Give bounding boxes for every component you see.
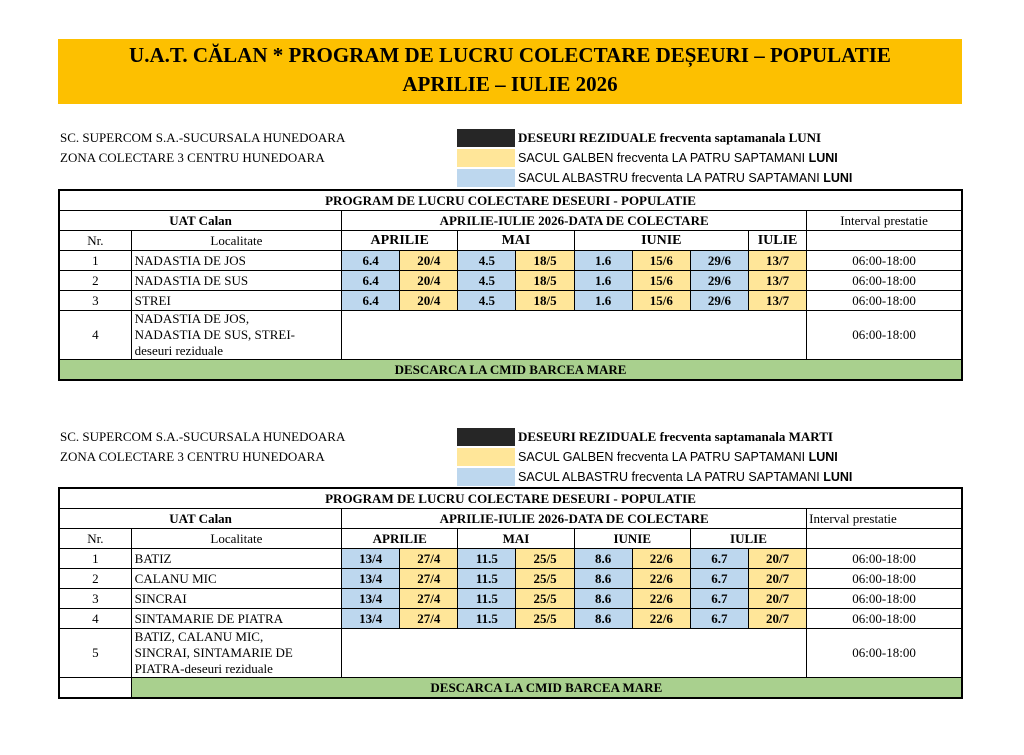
- section2-info: [60, 427, 345, 467]
- localitate-header: Localitate: [131, 529, 341, 549]
- table-title: PROGRAM DE LUCRU COLECTARE DESEURI - POPULATIE: [59, 488, 962, 509]
- legend-residual: DESEURI REZIDUALE frecventa saptamanala MARTI: [457, 427, 927, 447]
- section1-legend: [457, 128, 927, 188]
- table-footer: DESCARCA LA CMID BARCEA MARE: [131, 678, 962, 699]
- legend-residual: DESEURI REZIDUALE frecventa saptamanala LUNI: [457, 128, 927, 148]
- dates-header: APRILIE-IULIE 2026-DATA DE COLECTARE: [342, 509, 807, 529]
- uat-label: UAT Calan: [59, 211, 342, 231]
- residual-row: 4 NADASTIA DE JOS, NADASTIA DE SUS, STREI- deseuri reziduale 06:00-18:00: [59, 311, 962, 360]
- table-row: 4 SINTAMARIE DE PIATRA 13/4 27/4 11.5 25/5 8.6 22/6 6.7 20/7 06:00-18:00: [59, 609, 962, 629]
- section1-info: [60, 128, 345, 168]
- residual-dates-empty: [342, 311, 807, 360]
- month-iunie: IUNIE: [574, 529, 690, 549]
- zone-name: ZONA COLECTARE 3 CENTRU HUNEDOARA: [60, 449, 325, 464]
- nr-header: Nr.: [59, 231, 131, 251]
- month-iunie: IUNIE: [574, 231, 748, 251]
- page-title: U.A.T. CĂLAN * PROGRAM DE LUCRU COLECTARE DEȘEURI – POPULATIE: [129, 43, 891, 67]
- zone-name: ZONA COLECTARE 3 CENTRU HUNEDOARA: [60, 150, 325, 165]
- legend-blue: SACUL ALBASTRU frecventa LA PATRU SAPTAMANI LUNI: [457, 168, 927, 188]
- schedule-table-1: [58, 189, 963, 381]
- residual-dates-empty: [342, 629, 807, 678]
- company-name: SC. SUPERCOM S.A.-SUCURSALA HUNEDOARA: [60, 130, 346, 145]
- legend-swatch-black: [457, 129, 515, 147]
- month-mai: MAI: [458, 231, 574, 251]
- legend-yellow: SACUL GALBEN frecventa LA PATRU SAPTAMANI LUNI: [457, 148, 927, 168]
- month-aprilie: APRILIE: [342, 231, 458, 251]
- section2-legend: [457, 427, 927, 487]
- table-footer: DESCARCA LA CMID BARCEA MARE: [59, 360, 962, 381]
- legend-swatch-blue: [457, 468, 515, 486]
- month-aprilie: APRILIE: [342, 529, 458, 549]
- residual-row: 5 BATIZ, CALANU MIC, SINCRAI, SINTAMARIE DE PIATRA-deseuri reziduale 06:00-18:00: [59, 629, 962, 678]
- table-row: 1 NADASTIA DE JOS 6.4 20/4 4.5 18/5 1.6 15/6 29/6 13/7 06:00-18:00: [59, 251, 962, 271]
- table-row: 2 NADASTIA DE SUS 6.4 20/4 4.5 18/5 1.6 15/6 29/6 13/7 06:00-18:00: [59, 271, 962, 291]
- footer-blank: [59, 678, 131, 699]
- legend-swatch-blue: [457, 169, 515, 187]
- interval-header: Interval prestatie: [807, 509, 962, 529]
- month-mai: MAI: [458, 529, 574, 549]
- table-row: 2 CALANU MIC 13/4 27/4 11.5 25/5 8.6 22/6 6.7 20/7 06:00-18:00: [59, 569, 962, 589]
- month-iulie: IULIE: [748, 231, 806, 251]
- month-iulie: IULIE: [690, 529, 806, 549]
- uat-label: UAT Calan: [59, 509, 342, 529]
- localitate-header: Localitate: [131, 231, 341, 251]
- table-row: 3 STREI 6.4 20/4 4.5 18/5 1.6 15/6 29/6 13/7 06:00-18:00: [59, 291, 962, 311]
- legend-blue: SACUL ALBASTRU frecventa LA PATRU SAPTAMANI LUNI: [457, 467, 927, 487]
- legend-yellow: SACUL GALBEN frecventa LA PATRU SAPTAMANI LUNI: [457, 447, 927, 467]
- table-title: PROGRAM DE LUCRU COLECTARE DESEURI - POPULATIE: [59, 190, 962, 211]
- company-name: SC. SUPERCOM S.A.-SUCURSALA HUNEDOARA: [60, 429, 346, 444]
- table-row: 3 SINCRAI 13/4 27/4 11.5 25/5 8.6 22/6 6.7 20/7 06:00-18:00: [59, 589, 962, 609]
- schedule-table-2: [58, 487, 963, 699]
- legend-swatch-black: [457, 428, 515, 446]
- dates-header: APRILIE-IULIE 2026-DATA DE COLECTARE: [342, 211, 807, 231]
- interval-blank: [807, 529, 962, 549]
- legend-swatch-yellow: [457, 448, 515, 466]
- table-row: 1 BATIZ 13/4 27/4 11.5 25/5 8.6 22/6 6.7 20/7 06:00-18:00: [59, 549, 962, 569]
- page-subtitle: APRILIE – IULIE 2026: [402, 72, 618, 96]
- interval-header: Interval prestatie: [807, 211, 962, 231]
- legend-swatch-yellow: [457, 149, 515, 167]
- page-header: [58, 39, 962, 104]
- nr-header: Nr.: [59, 529, 131, 549]
- interval-blank: [807, 231, 962, 251]
